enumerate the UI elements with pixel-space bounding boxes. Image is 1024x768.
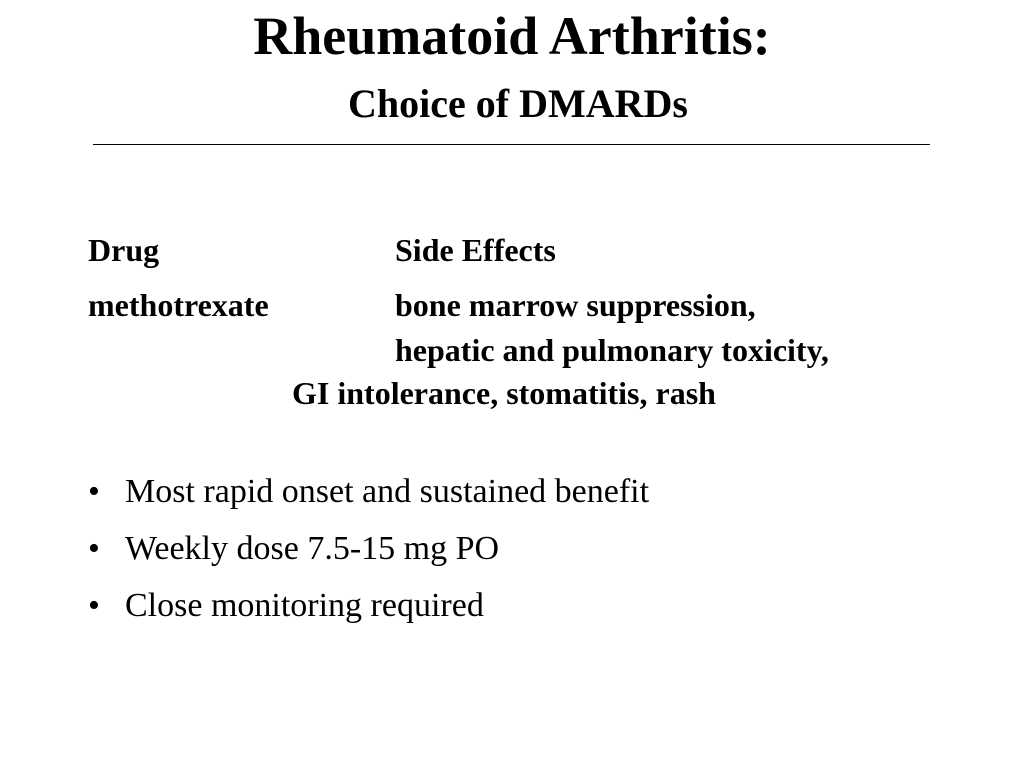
- slide-title: Rheumatoid Arthritis:: [253, 6, 771, 66]
- bullet-text: Close monitoring required: [125, 587, 484, 624]
- bullet-marker: •: [88, 473, 100, 510]
- bullet-text: Most rapid onset and sustained benefit: [125, 473, 650, 510]
- table-header-side-effects: Side Effects: [395, 232, 556, 268]
- bullet-text: Weekly dose 7.5-15 mg PO: [125, 530, 500, 567]
- title-divider: [93, 144, 930, 145]
- bullet-marker: •: [88, 530, 100, 567]
- bullet-marker: •: [88, 587, 100, 624]
- side-effects-line: GI intolerance, stomatitis, rash: [292, 375, 716, 411]
- side-effects-line: bone marrow suppression,: [395, 287, 756, 323]
- slide-subtitle: Choice of DMARDs: [348, 81, 688, 126]
- table-header-drug: Drug: [88, 232, 160, 268]
- side-effects-line: hepatic and pulmonary toxicity,: [395, 332, 829, 368]
- drug-name-cell: methotrexate: [88, 287, 269, 323]
